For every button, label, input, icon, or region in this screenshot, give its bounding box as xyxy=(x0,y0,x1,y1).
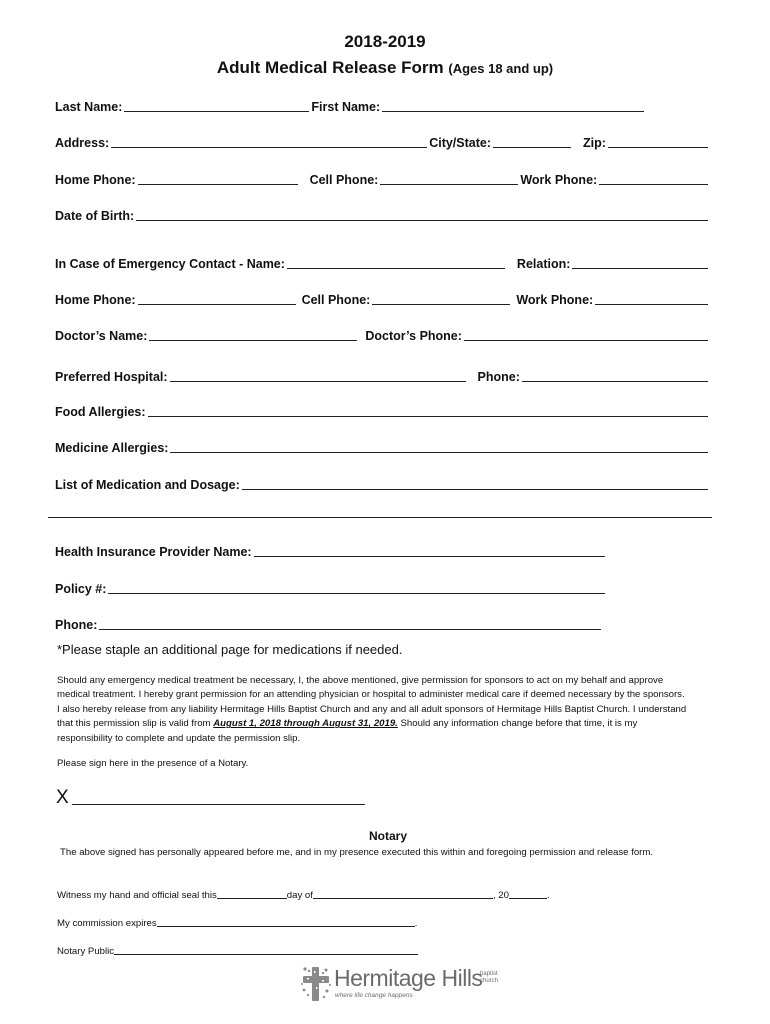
emergency-cell-phone-field[interactable] xyxy=(372,304,510,305)
witness-year-field[interactable] xyxy=(509,898,547,899)
address-row xyxy=(55,134,710,150)
address-field[interactable] xyxy=(111,147,427,148)
witness-label: Witness my hand and official seal this xyxy=(57,890,217,901)
medication-field[interactable] xyxy=(242,489,708,490)
address-label: Address: xyxy=(55,136,110,150)
permission-paragraph xyxy=(57,674,687,746)
dob-row xyxy=(55,207,710,223)
insurance-label: Health Insurance Provider Name: xyxy=(55,545,252,559)
medication-label: List of Medication and Dosage: xyxy=(55,478,240,492)
phone-row xyxy=(55,171,710,187)
church-logo-icon xyxy=(300,965,332,1003)
emergency-cell-phone-label: Cell Phone: xyxy=(301,293,371,307)
dob-label: Date of Birth: xyxy=(55,209,135,223)
signature-x: X xyxy=(56,787,69,808)
insurance-phone-row xyxy=(55,616,603,632)
notary-public-row xyxy=(57,944,418,957)
dob-field[interactable] xyxy=(136,220,708,221)
emergency-phone-row xyxy=(55,291,710,307)
commission-field[interactable] xyxy=(157,926,415,927)
policy-row xyxy=(55,580,607,596)
staple-note: *Please staple an additional page for medications if needed. xyxy=(57,642,403,657)
food-allergies-field[interactable] xyxy=(148,416,708,417)
first-name-label: First Name: xyxy=(311,100,381,114)
notary-public-field[interactable] xyxy=(114,954,418,955)
last-name-label: Last Name: xyxy=(55,100,123,114)
witness-month-field[interactable] xyxy=(313,898,493,899)
zip-field[interactable] xyxy=(608,147,708,148)
church-logo xyxy=(300,965,510,1005)
hospital-row xyxy=(55,368,710,384)
hospital-label: Preferred Hospital: xyxy=(55,370,168,384)
insurance-phone-label: Phone: xyxy=(55,618,98,632)
permission-dates: August 1, 2018 through August 31, 2019. xyxy=(213,718,398,730)
emergency-work-phone-field[interactable] xyxy=(595,304,708,305)
church-subtext-line1: baptist xyxy=(480,971,498,977)
form-title xyxy=(0,58,770,78)
insurance-field[interactable] xyxy=(254,556,605,557)
policy-label: Policy #: xyxy=(55,582,107,596)
work-phone-field[interactable] xyxy=(599,184,708,185)
medicine-allergies-label: Medicine Allergies: xyxy=(55,441,169,455)
church-name: Hermitage Hills xyxy=(334,965,483,991)
notary-heading: Notary xyxy=(368,829,407,843)
hospital-phone-field[interactable] xyxy=(522,381,708,382)
emergency-row xyxy=(55,255,710,271)
doctor-name-field[interactable] xyxy=(149,340,357,341)
home-phone-field[interactable] xyxy=(138,184,298,185)
emergency-work-phone-label: Work Phone: xyxy=(516,293,594,307)
witness-year-label: , 20 xyxy=(492,890,509,901)
medication-extra-line[interactable] xyxy=(48,517,712,518)
name-row xyxy=(55,98,710,114)
notary-public-label: Notary Public xyxy=(57,946,115,957)
witness-period: . xyxy=(546,890,550,901)
witness-day-field[interactable] xyxy=(217,898,287,899)
home-phone-label: Home Phone: xyxy=(55,173,136,187)
last-name-field[interactable] xyxy=(124,111,309,112)
emergency-name-label: In Case of Emergency Contact - Name: xyxy=(55,257,285,271)
form-subtitle: (Ages 18 and up) xyxy=(448,61,554,76)
witness-row xyxy=(57,888,550,901)
sign-instruction: Please sign here in the presence of a Notary. xyxy=(57,758,249,769)
emergency-name-field[interactable] xyxy=(287,268,505,269)
insurance-row xyxy=(55,543,607,559)
food-allergies-label: Food Allergies: xyxy=(55,405,146,419)
city-state-label: City/State: xyxy=(429,136,492,150)
cell-phone-label: Cell Phone: xyxy=(309,173,379,187)
form-year: 2018-2019 xyxy=(344,32,426,51)
city-state-field[interactable] xyxy=(493,147,571,148)
emergency-home-phone-label: Home Phone: xyxy=(55,293,136,307)
medicine-allergies-row xyxy=(55,439,710,455)
medication-row xyxy=(55,476,710,492)
commission-period: . xyxy=(414,918,418,929)
doctor-row xyxy=(55,327,710,343)
policy-field[interactable] xyxy=(108,593,605,594)
permission-text-after: Should any information change before that time, it is my responsibility to complete and update the permission slip. xyxy=(57,718,638,744)
food-allergies-row xyxy=(55,403,710,419)
work-phone-label: Work Phone: xyxy=(520,173,598,187)
medicine-allergies-field[interactable] xyxy=(170,452,708,453)
commission-label: My commission expires xyxy=(57,918,157,929)
emergency-home-phone-field[interactable] xyxy=(138,304,296,305)
witness-day-of-label: day of xyxy=(286,890,313,901)
relation-field[interactable] xyxy=(572,268,708,269)
relation-label: Relation: xyxy=(516,257,571,271)
zip-label: Zip: xyxy=(583,136,606,150)
permission-text-before: Should any emergency medical treatment be necessary, I, the above mentioned, give permission for sponsors to act on my behalf and approve medical treatment. I hereby grant permission for an attending physician or hospital to administer medical care if deemed necessary by the sponsors. I also hereby release from any liability Hermitage Hills Baptist Church and any and all adult sponsors of Hermitage Hills Baptist Church. I understand that this permission slip is valid from xyxy=(57,675,687,730)
hospital-phone-label: Phone: xyxy=(477,370,520,384)
first-name-field[interactable] xyxy=(382,111,644,112)
doctor-name-label: Doctor’s Name: xyxy=(55,329,148,343)
commission-row xyxy=(57,916,417,929)
notary-statement: The above signed has personally appeared before me, and in my presence executed this within and foregoing permission and release form. xyxy=(60,847,654,858)
form-title-text: Adult Medical Release Form xyxy=(216,58,444,77)
hospital-field[interactable] xyxy=(170,381,466,382)
doctor-phone-label: Doctor’s Phone: xyxy=(365,329,462,343)
signature-field[interactable] xyxy=(72,804,365,805)
insurance-phone-field[interactable] xyxy=(99,629,601,630)
cell-phone-field[interactable] xyxy=(380,184,518,185)
doctor-phone-field[interactable] xyxy=(464,340,708,341)
church-tagline: where life change happens xyxy=(335,992,413,999)
church-subtext xyxy=(480,971,498,985)
church-subtext-line2: church xyxy=(480,978,499,984)
